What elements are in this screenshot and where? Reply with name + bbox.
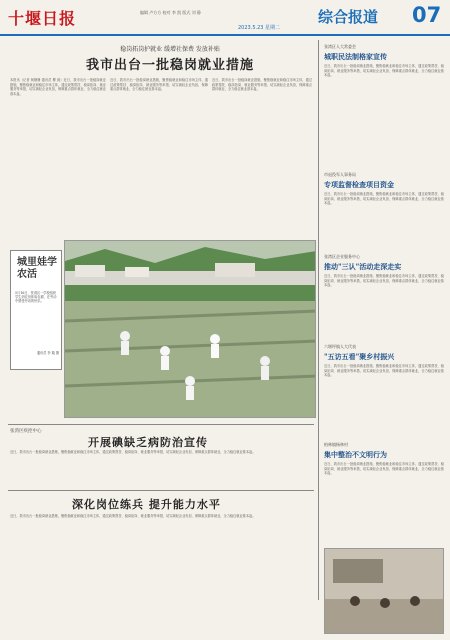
column-divider	[318, 40, 319, 600]
left-body: 近日，我市出台一批稳岗就业措施，聚焦稳就业和稳住市场主体，通过政策帮扶、稳岗拓岗、就业服务等举措，切实减轻企业负担，保障重点群体就业，全力稳住就业基本盘。	[10, 450, 256, 454]
right-body-4: 近日，我市出台一批稳岗就业措施，聚焦稳就业和稳住市场主体，通过政策帮扶、稳岗拓岗、就业服务等举措，切实减轻企业负担，保障重点群体就业，全力稳住就业基本盘。	[324, 364, 444, 378]
right-headline-3: 推动"三认"活动走深走实	[324, 262, 402, 271]
right-dept-3: 张湾区企业服务中心	[324, 254, 360, 259]
right-body-3: 近日，我市出台一批稳岗就业措施，聚焦稳就业和稳住市场主体，通过政策帮扶、稳岗拓岗、就业服务等举措，切实减轻企业负担，保障重点群体就业，全力稳住就业基本盘。	[324, 274, 444, 288]
lead-body-col3: 近日，我市出台一批稳岗就业措施，聚焦稳就业和稳住市场主体，通过政策帮扶、稳岗拓岗、就业服务等举措，切实减轻企业负担，保障重点群体就业，全力稳住就业基本盘。	[212, 78, 312, 92]
right-body-5: 近日，我市出台一批稳岗就业措施，聚焦稳就业和稳住市场主体，通过政策帮扶、稳岗拓岗、就业服务等举措，切实减轻企业负担，保障重点群体就业，全力稳住就业基本盘。	[324, 462, 444, 476]
lead-body: 近日，我市出台一批稳岗就业措施，聚焦稳就业和稳住市场主体，通过政策帮扶、稳岗拓岗、就业服务等举措，切实减轻企业负担，保障重点群体就业，全力稳住就业基本盘。	[10, 78, 106, 96]
right-headline-4: "五访五看"聚乡村振兴	[324, 352, 395, 361]
editor-credits: 编辑 卢方方 校对 李 凯 版式 刘 静	[140, 10, 201, 15]
right-body-2: 近日，我市出台一批稳岗就业措施，聚焦稳就业和稳住市场主体，通过政策帮扶、稳岗拓岗、就业服务等举措，切实减轻企业负担，保障重点群体就业，全力稳住就业基本盘。	[324, 192, 444, 206]
right-dept-5: 柏林镇杨林村	[324, 442, 348, 447]
right-headline-2: 专项监督检查项目资金	[324, 180, 394, 189]
horizontal-rule	[8, 490, 314, 491]
newspaper-logo: 十堰日报	[8, 9, 77, 28]
feature-headline: 深化岗位练兵 提升能力水平	[72, 498, 221, 511]
side-photo	[324, 548, 444, 634]
field-photo-illustration	[65, 241, 316, 418]
poem-box	[10, 250, 62, 370]
photo-credit: 通讯员 李 璇 摄	[36, 351, 59, 355]
page-number: 07	[412, 3, 442, 27]
right-body-1: 近日，我市出台一批稳岗就业措施，聚焦稳就业和稳住市场主体，通过政策帮扶、稳岗拓岗、就业服务等举措，切实减轻企业负担，保障重点群体就业，全力稳住就业基本盘。	[324, 64, 444, 78]
issue-date: 2023.5.23 星期二	[238, 25, 281, 31]
right-headline-5: 集中整治不文明行为	[324, 450, 387, 459]
right-dept-4: 六堰坪镇人大代表	[324, 344, 356, 349]
horizontal-rule	[8, 424, 314, 425]
photo-caption: 5月16日，张湾区一学校组织学生到农田体验农耕，在劳动中感受劳动的快乐。	[15, 291, 57, 304]
lead-body-col2: 近日，我市出台一批稳岗就业措施，聚焦稳就业和稳住市场主体，通过政策帮扶、稳岗拓岗、就业服务等举措，切实减轻企业负担，保障重点群体就业，全力稳住就业基本盘。	[110, 78, 208, 92]
poem-title: 城里娃学农活	[17, 257, 57, 280]
lead-headline: 我市出台一批稳岗就业措施	[85, 58, 254, 73]
main-photo	[64, 240, 316, 418]
lead-kicker: 稳岗拓岗护就业 缓增社保费 发放补贴	[120, 46, 220, 53]
left-headline: 开展碘缺乏病防治宣传	[88, 436, 208, 449]
right-dept-1: 张湾区人大常委会	[324, 44, 356, 49]
right-dept-2: 市退役军人事务局	[324, 172, 356, 177]
feature-body: 近日，我市出台一批稳岗就业措施，聚焦稳就业和稳住市场主体，通过政策帮扶、稳岗拓岗、就业服务等举措，切实减轻企业负担，保障重点群体就业，全力稳住就业基本盘。	[10, 514, 256, 518]
classroom-photo-illustration	[325, 549, 444, 634]
lead-body-col1	[10, 78, 106, 238]
left-dept: 张湾区疾控中心	[10, 429, 42, 434]
right-headline-1: 城职民法制格家宣传	[324, 52, 387, 61]
lead-dateline: 本报讯（记者 柯姗姗 通讯员 柳 威）	[10, 78, 64, 82]
section-title: 综合报道	[318, 8, 379, 26]
